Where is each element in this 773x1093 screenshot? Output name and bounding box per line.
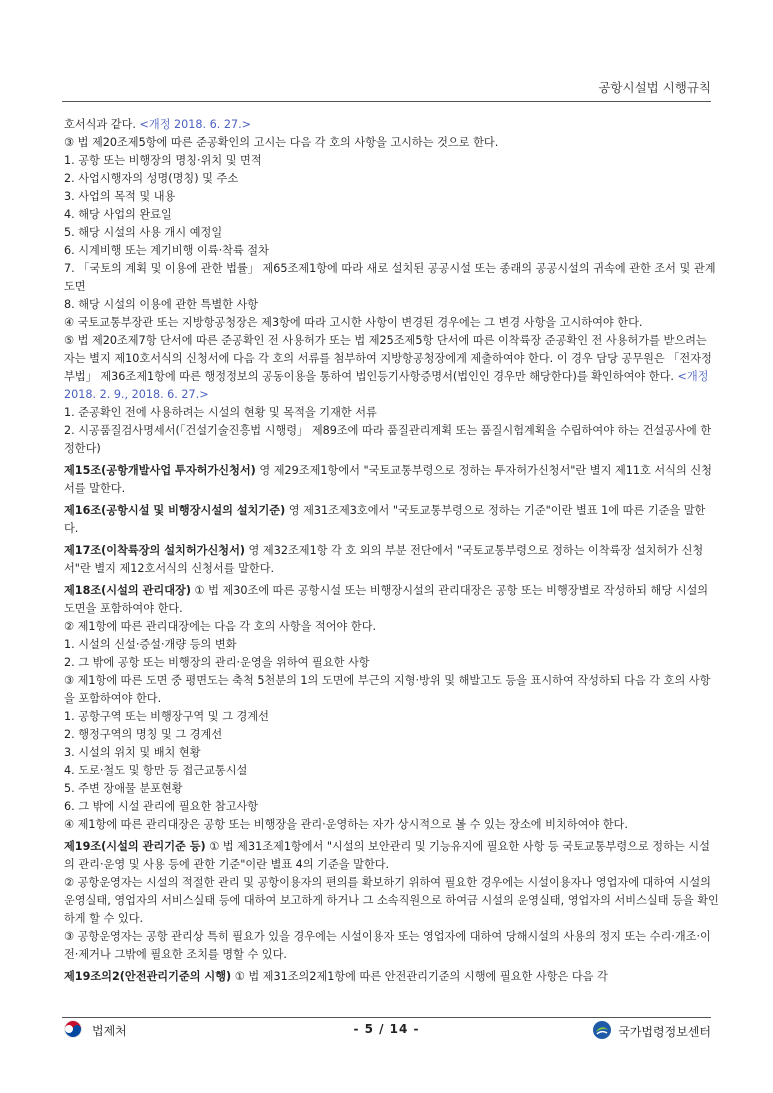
footer-right bbox=[592, 1020, 711, 1043]
text-line bbox=[64, 708, 719, 726]
footer-right-label: 국가법령정보센터 bbox=[618, 1025, 711, 1039]
text-line bbox=[64, 780, 719, 798]
text-line bbox=[64, 816, 719, 834]
text-segment: ① 법 제31조제1항에서 "시설의 보안관리 및 기능유지에 필요한 사항 등 국토교통부령으로 정하는 시설의 관리·운영 및 사용 등에 관한 기준"이란 별표 4의 기준을 말한다. bbox=[64, 840, 710, 871]
text-line bbox=[64, 134, 719, 152]
text-line bbox=[64, 968, 719, 986]
text-segment: 8. 해당 시설의 이용에 관한 특별한 사항 bbox=[64, 298, 259, 311]
text-line bbox=[64, 744, 719, 762]
document-body bbox=[64, 116, 719, 986]
text-line bbox=[64, 116, 719, 134]
text-line bbox=[64, 152, 719, 170]
text-segment: 1. 시설의 신설·증설·개량 등의 변화 bbox=[64, 638, 237, 651]
law-info-center-logo-icon bbox=[592, 1020, 612, 1043]
text-line bbox=[64, 654, 719, 672]
text-line bbox=[64, 314, 719, 332]
text-line bbox=[64, 188, 719, 206]
text-segment: ① 법 제31조의2제1항에 따른 안전관리기준의 시행에 필요한 사항은 다음 각 bbox=[231, 970, 608, 983]
text-segment: ② 공항운영자는 시설의 적절한 관리 및 공항이용자의 편의를 확보하기 위하여 필요한 경우에는 시설이용자나 영업자에 대하여 시설의 운영실태, 영업자의 서비스실태 등에 대하여 보고하게 하거나 그 소속직원으로 하여금 시설의 운영실태, 영업자의 서비스실태 등을 확인하게 할 수 있다. bbox=[64, 876, 719, 925]
text-line bbox=[64, 928, 719, 964]
text-line bbox=[64, 224, 719, 242]
footer-left-label: 법제처 bbox=[92, 1024, 127, 1038]
text-line bbox=[64, 462, 719, 498]
text-segment: ④ 제1항에 따른 관리대장은 공항 또는 비행장을 관리·운영하는 자가 상시적으로 볼 수 있는 장소에 비치하여야 한다. bbox=[64, 818, 628, 831]
text-line bbox=[64, 206, 719, 224]
text-line bbox=[64, 296, 719, 314]
text-line bbox=[64, 260, 719, 296]
text-segment: 4. 도로·철도 및 항만 등 접근교통시설 bbox=[64, 764, 248, 777]
text-segment: 2. 사업시행자의 성명(명칭) 및 주소 bbox=[64, 172, 239, 185]
article-title: 제19조의2(안전관리기준의 시행) bbox=[64, 970, 232, 983]
text-segment: ③ 법 제20조제5항에 따른 준공확인의 고시는 다음 각 호의 사항을 고시하는 것으로 한다. bbox=[64, 136, 499, 149]
text-segment: 1. 공항구역 또는 비행장구역 및 그 경계선 bbox=[64, 710, 269, 723]
text-line bbox=[64, 582, 719, 618]
header-divider bbox=[62, 101, 711, 102]
text-line bbox=[64, 422, 719, 458]
article-title: 제15조(공항개발사업 투자허가신청서) bbox=[64, 464, 256, 477]
amendment-note: <개정 2018. 2. 9., 2018. 6. 27.> bbox=[64, 370, 709, 401]
text-segment: 영 제32조제1항 각 호 외의 부분 전단에서 "국토교통부령으로 정하는 이착륙장 설치허가 신청서"란 별지 제12호서식의 신청서를 말한다. bbox=[64, 544, 704, 575]
text-segment: 2. 시공품질검사명세서(「건설기술진흥법 시행령」 제89조에 따라 품질관리계획 또는 품질시험계획을 수립하여야 하는 건설공사에 한정한다) bbox=[64, 424, 712, 455]
text-line bbox=[64, 332, 719, 404]
text-segment: 6. 시계비행 또는 계기비행 이륙·착륙 절차 bbox=[64, 244, 269, 257]
text-line bbox=[64, 502, 719, 538]
article-title: 제16조(공항시설 및 비행장시설의 설치기준) bbox=[64, 504, 286, 517]
footer-divider bbox=[62, 1017, 711, 1018]
text-line bbox=[64, 242, 719, 260]
text-segment: ③ 제1항에 따른 도면 중 평면도는 축척 5천분의 1의 도면에 부근의 지형·방위 및 해발고도 등을 표시하여 작성하되 다음 각 호의 사항을 포함하여야 한다. bbox=[64, 674, 711, 705]
text-segment: ⑤ 법 제20조제7항 단서에 따른 준공확인 전 사용허가 또는 법 제25조제5항 단서에 따른 이착륙장 준공확인 전 사용허가를 받으려는 자는 별지 제10호서식의 신청서에 다음 각 호의 서류를 첨부하여 지방항공청장에게 제출하여야 한다. 이 경우 담당 공무원은 「전자정부법」 제36조제1항에 따른 행정정보의 공동이용을 통하여 법인등기사항증명서(법인인 경우만 해당한다)를 확인하여야 한다. bbox=[64, 334, 712, 383]
text-segment: 2. 행정구역의 명칭 및 그 경계선 bbox=[64, 728, 223, 741]
text-line bbox=[64, 636, 719, 654]
text-segment: 1. 준공확인 전에 사용하려는 시설의 현황 및 목적을 기재한 서류 bbox=[64, 406, 377, 419]
page-footer bbox=[62, 1020, 711, 1042]
article-title: 제19조(시설의 관리기준 등) bbox=[64, 840, 206, 853]
text-segment: ① 법 제30조에 따른 공항시설 또는 비행장시설의 관리대장은 공항 또는 비행장별로 작성하되 해당 시설의 도면을 포함하여야 한다. bbox=[64, 584, 709, 615]
text-segment: 6. 그 밖에 시설 관리에 필요한 참고사항 bbox=[64, 800, 259, 813]
text-line bbox=[64, 838, 719, 874]
text-line bbox=[64, 726, 719, 744]
document-header-title: 공항시설법 시행규칙 bbox=[598, 80, 711, 95]
text-segment: 5. 주변 장애물 분포현황 bbox=[64, 782, 183, 795]
amendment-note: <개정 2018. 6. 27.> bbox=[139, 118, 252, 131]
text-segment: 영 제29조제1항에서 "국토교통부령으로 정하는 투자허가신청서"란 별지 제11호 서식의 신청서를 말한다. bbox=[64, 464, 712, 495]
text-segment: ② 제1항에 따른 관리대장에는 다음 각 호의 사항을 적어야 한다. bbox=[64, 620, 377, 633]
article-title: 제18조(시설의 관리대장) bbox=[64, 584, 191, 597]
article-title: 제17조(이착륙장의 설치허가신청서) bbox=[64, 544, 245, 557]
text-line bbox=[64, 798, 719, 816]
text-segment: 영 제31조제3호에서 "국토교통부령으로 정하는 기준"이란 별표 1에 따른 기준을 말한다. bbox=[64, 504, 706, 535]
text-segment: 호서식과 같다. bbox=[64, 118, 140, 131]
text-line bbox=[64, 404, 719, 422]
text-line bbox=[64, 618, 719, 636]
page-number: - 5 / 14 - bbox=[353, 1022, 420, 1036]
text-line bbox=[64, 874, 719, 928]
text-segment: 3. 사업의 목적 및 내용 bbox=[64, 190, 176, 203]
text-segment: ③ 공항운영자는 공항 관리상 특히 필요가 있을 경우에는 시설이용자 또는 영업자에 대하여 당해시설의 사용의 정지 또는 수리·개조·이전·제거나 그밖에 필요한 조치를 명할 수 있다. bbox=[64, 930, 711, 961]
text-segment: 4. 해당 사업의 완료일 bbox=[64, 208, 172, 221]
text-line bbox=[64, 170, 719, 188]
text-segment: 5. 해당 시설의 사용 개시 예정일 bbox=[64, 226, 223, 239]
text-segment: ④ 국토교통부장관 또는 지방항공청장은 제3항에 따라 고시한 사항이 변경된 경우에는 그 변경 사항을 고시하여야 한다. bbox=[64, 316, 643, 329]
text-segment: 1. 공항 또는 비행장의 명칭·위치 및 면적 bbox=[64, 154, 262, 167]
text-segment: 7. 「국토의 계획 및 이용에 관한 법률」 제65조제1항에 따라 새로 설치된 공공시설 또는 종래의 공공시설의 귀속에 관한 조서 및 관계 도면 bbox=[64, 262, 716, 293]
text-segment: 2. 그 밖에 공항 또는 비행장의 관리·운영을 위하여 필요한 사항 bbox=[64, 656, 370, 669]
text-segment: 3. 시설의 위치 및 배치 현황 bbox=[64, 746, 201, 759]
text-line bbox=[64, 672, 719, 708]
text-line bbox=[64, 542, 719, 578]
text-line bbox=[64, 762, 719, 780]
